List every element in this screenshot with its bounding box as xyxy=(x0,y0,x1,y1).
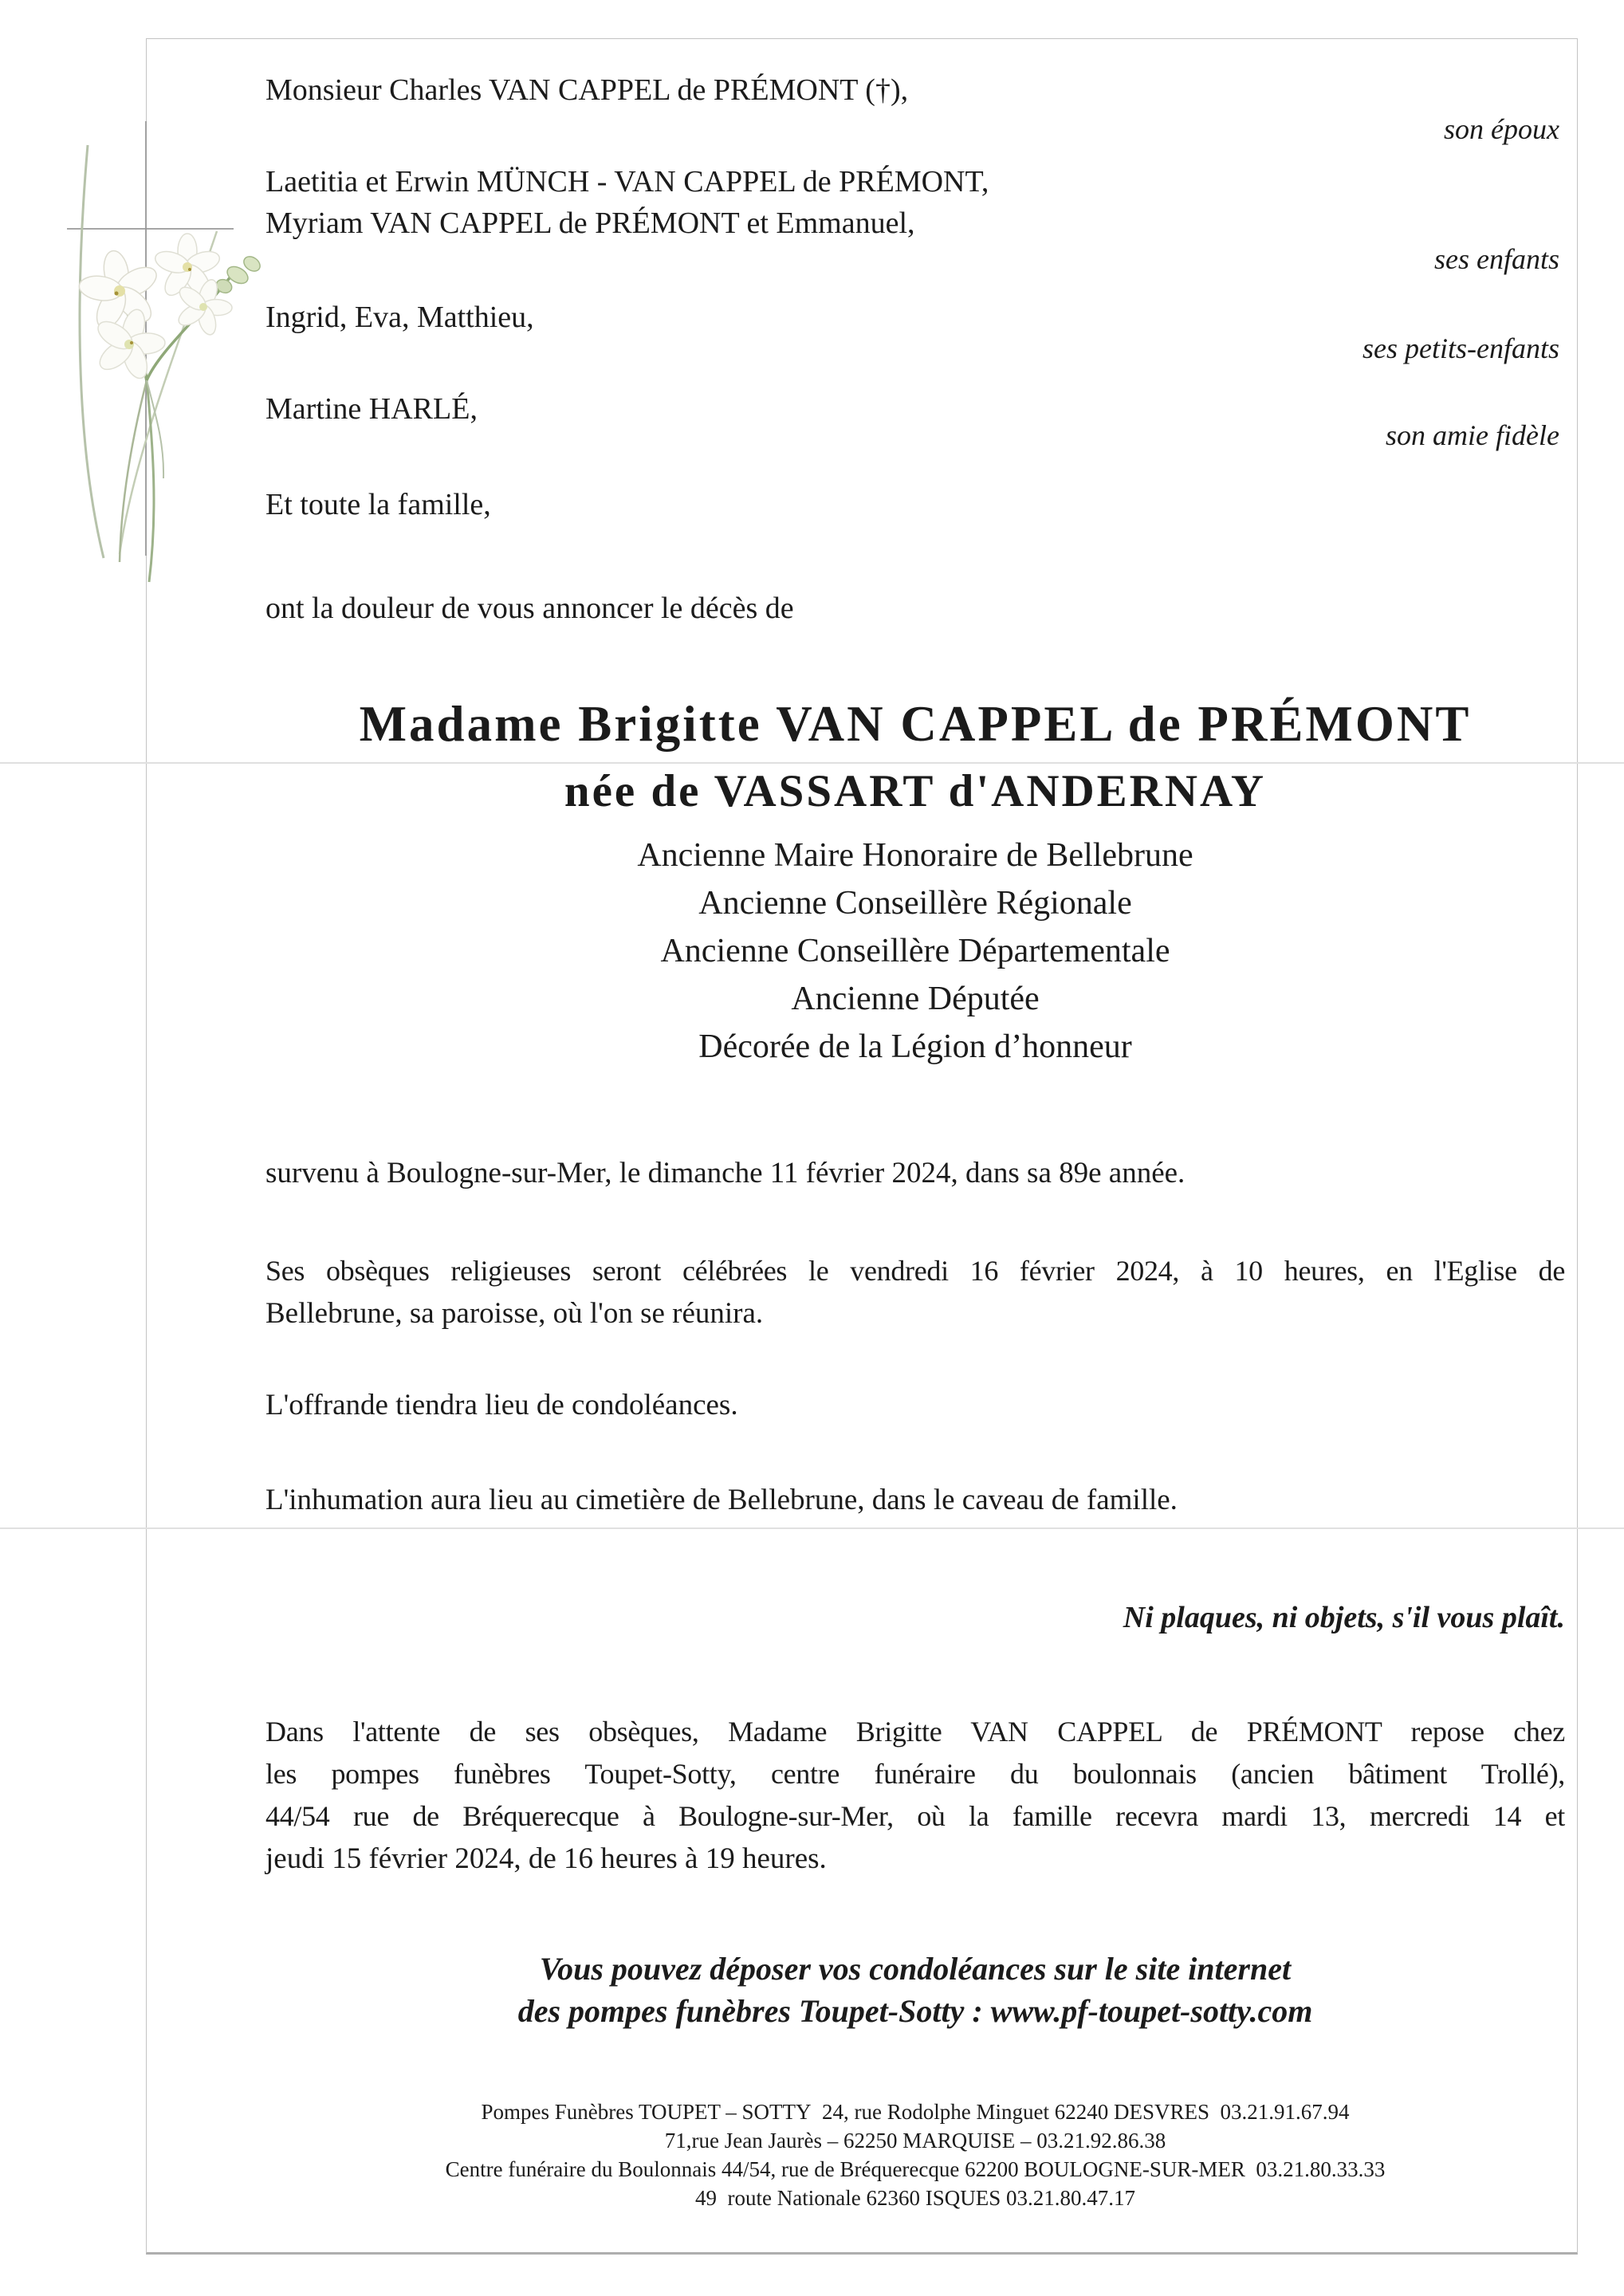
repose-line: les pompes funèbres Toupet-Sotty, centre funéraire du boulonnais (ancien bâtiment Trollé), xyxy=(265,1758,1565,1790)
deceased-title: Ancienne Maire Honoraire de Bellebrune xyxy=(637,837,1193,874)
condolences-website-line: des pompes funèbres Toupet-Sotty : www.pf-toupet-sotty.com xyxy=(517,1993,1313,2029)
intro-line: ont la douleur de vous annoncer le décès de xyxy=(265,592,794,625)
service-line: Bellebrune, sa paroisse, où l'on se réunira. xyxy=(265,1297,764,1330)
footer-address-line: 71,rue Jean Jaurès – 62250 MARQUISE – 03.21.92.86.38 xyxy=(664,2129,1166,2152)
orchid-flowers-icon xyxy=(32,112,271,590)
grandchildren-relation-label: ses petits-enfants xyxy=(1363,332,1559,364)
footer-address-line: Pompes Funèbres TOUPET – SOTTY 24, rue Rodolphe Minguet 62240 DESVRES 03.21.91.67.94 xyxy=(481,2100,1350,2124)
scanned-sheet-edge xyxy=(146,38,1578,2255)
request-line: Ni plaques, ni objets, s'il vous plaît. xyxy=(1123,1601,1565,1634)
fold-line-upper xyxy=(0,762,1624,764)
fold-line-lower xyxy=(0,1527,1624,1529)
friend-line: Martine HARLÉ, xyxy=(265,392,478,426)
deceased-name-line-2: née de VASSART d'ANDERNAY xyxy=(564,766,1267,816)
husband-relation-label: son époux xyxy=(1444,113,1559,145)
deceased-title: Ancienne Conseillère Régionale xyxy=(698,885,1132,922)
deceased-title: Décorée de la Légion d’honneur xyxy=(698,1028,1132,1065)
condolences-line: Vous pouvez déposer vos condoléances sur le site internet xyxy=(539,1951,1292,1987)
family-line: Et toute la famille, xyxy=(265,488,491,521)
repose-line: jeudi 15 février 2024, de 16 heures à 19 heures. xyxy=(265,1842,827,1875)
grandchildren-line: Ingrid, Eva, Matthieu, xyxy=(265,301,534,334)
repose-line: 44/54 rue de Bréquerecque à Boulogne-sur-Mer, où la famille recevra mardi 13, mercredi 14 et xyxy=(265,1800,1565,1832)
deceased-titles xyxy=(265,832,1565,1071)
repose-line: Dans l'attente de ses obsèques, Madame Brigitte VAN CAPPEL de PRÉMONT repose chez xyxy=(265,1716,1565,1748)
burial-line: L'inhumation aura lieu au cimetière de Bellebrune, dans le caveau de famille. xyxy=(265,1484,1178,1516)
repose-paragraph xyxy=(265,1711,1565,1880)
deceased-name-line-1: Madame Brigitte VAN CAPPEL de PRÉMONT xyxy=(359,696,1472,752)
offering-line: L'offrande tiendra lieu de condoléances. xyxy=(265,1389,738,1421)
friend-relation-label: son amie fidèle xyxy=(1386,419,1559,451)
footer-address-line: Centre funéraire du Boulonnais 44/54, rue de Bréquerecque 62200 BOULOGNE-SUR-MER 03.21.80.33.33 xyxy=(445,2157,1386,2181)
funeral-home-footer xyxy=(265,2097,1565,2212)
deceased-title: Ancienne Conseillère Départementale xyxy=(660,933,1170,969)
deceased-title: Ancienne Députée xyxy=(791,981,1040,1017)
service-paragraph xyxy=(265,1250,1565,1335)
children-line-1: Laetitia et Erwin MÜNCH - VAN CAPPEL de PRÉMONT, xyxy=(265,165,989,199)
death-date-line: survenu à Boulogne-sur-Mer, le dimanche 11 février 2024, dans sa 89e année. xyxy=(265,1157,1186,1189)
children-relation-label: ses enfants xyxy=(1434,243,1559,275)
husband-line: Monsieur Charles VAN CAPPEL de PRÉMONT (†), xyxy=(265,73,909,107)
children-line-2: Myriam VAN CAPPEL de PRÉMONT et Emmanuel, xyxy=(265,206,915,240)
service-line: Ses obsèques religieuses seront célébrées le vendredi 16 février 2024, à 10 heures, en l'Eglise de xyxy=(265,1255,1565,1287)
condolences-website-block xyxy=(265,1948,1565,2032)
footer-address-line: 49 route Nationale 62360 ISQUES 03.21.80.47.17 xyxy=(695,2186,1135,2210)
